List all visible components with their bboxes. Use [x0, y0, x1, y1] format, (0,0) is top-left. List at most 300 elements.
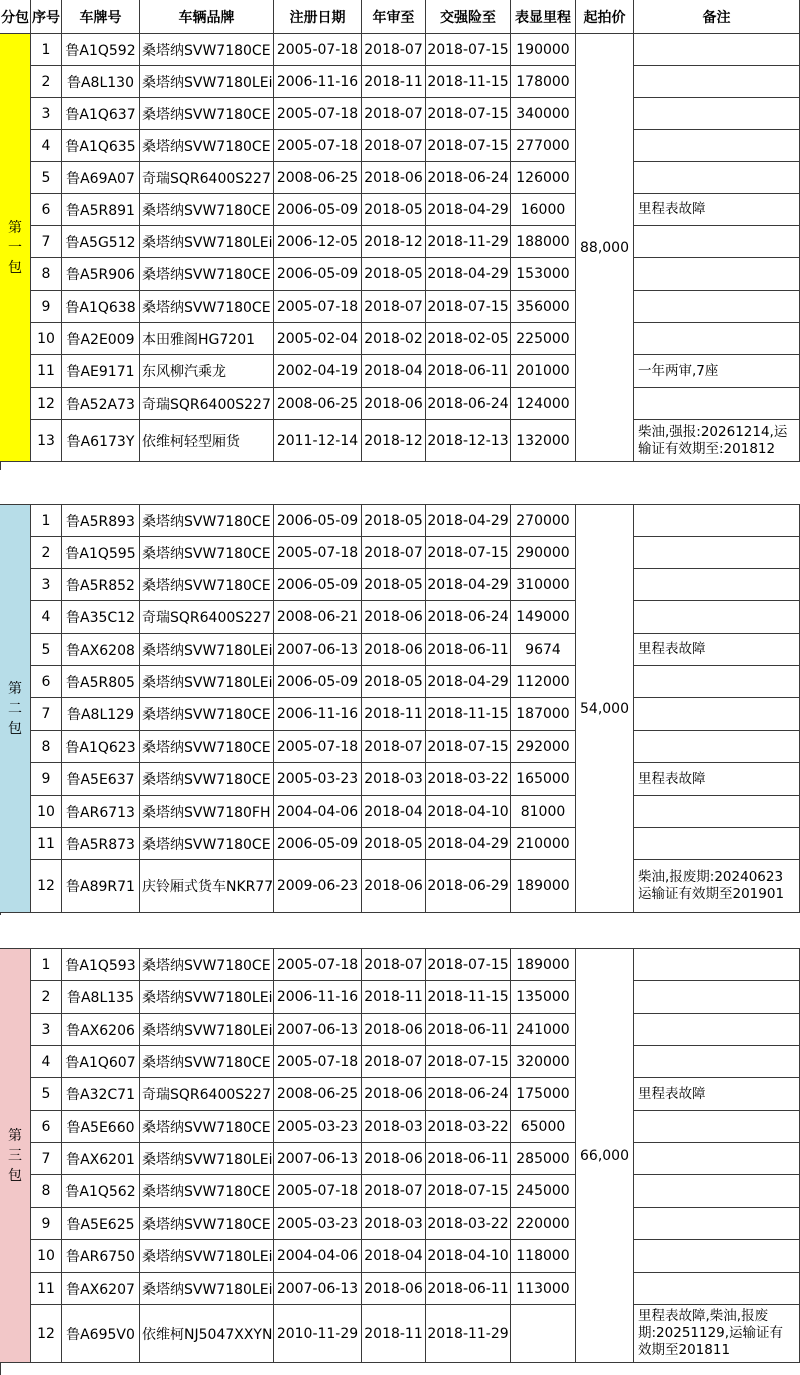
mileage-cell: 132000 — [511, 420, 576, 462]
inspection-cell: 2018-04 — [362, 355, 426, 388]
mileage-cell: 189000 — [511, 860, 576, 913]
remark-cell — [634, 1111, 800, 1143]
insurance-cell: 2018-12-13 — [426, 420, 511, 462]
inspection-cell: 2018-07 — [362, 98, 426, 130]
brand-cell: 桑塔纳SVW7180CE — [140, 258, 274, 291]
inspection-cell: 2018-11 — [362, 981, 426, 1014]
seq-cell: 9 — [31, 1208, 62, 1240]
seq-cell: 1 — [31, 949, 62, 981]
insurance-cell: 2018-04-29 — [426, 569, 511, 601]
seq-cell: 10 — [31, 796, 62, 828]
plate-cell: 鲁A5E660 — [62, 1111, 140, 1143]
seq-cell: 2 — [31, 66, 62, 98]
mileage-cell: 118000 — [511, 1240, 576, 1273]
start-price-3: 66,000 — [576, 949, 634, 1363]
remark-cell — [634, 796, 800, 828]
insurance-cell: 2018-07-15 — [426, 1046, 511, 1078]
seq-cell: 7 — [31, 226, 62, 258]
insurance-cell: 2018-06-24 — [426, 388, 511, 420]
seq-cell: 2 — [31, 537, 62, 569]
plate-cell: 鲁A8L129 — [62, 698, 140, 731]
plate-cell: 鲁AX6207 — [62, 1273, 140, 1305]
brand-cell: 桑塔纳SVW7180CE — [140, 34, 274, 66]
seq-cell: 11 — [31, 355, 62, 388]
remark-cell: 柴油,报废期:20240623运输证有效期至201901 — [634, 860, 800, 913]
insurance-cell: 2018-06-11 — [426, 355, 511, 388]
brand-cell: 桑塔纳SVW7180LEi — [140, 226, 274, 258]
seq-cell: 7 — [31, 1143, 62, 1175]
remark-cell — [634, 981, 800, 1014]
brand-cell: 桑塔纳SVW7180LEi — [140, 981, 274, 1014]
header-reg-date: 注册日期 — [274, 0, 362, 34]
plate-cell: 鲁A1Q595 — [62, 537, 140, 569]
remark-cell — [634, 828, 800, 860]
mileage-cell: 126000 — [511, 162, 576, 194]
inspection-cell: 2018-05 — [362, 258, 426, 291]
seq-cell: 3 — [31, 98, 62, 130]
insurance-cell: 2018-06-24 — [426, 1078, 511, 1111]
inspection-cell: 2018-03 — [362, 763, 426, 796]
package-label-1 — [0, 34, 31, 462]
insurance-cell: 2018-03-22 — [426, 1111, 511, 1143]
seq-cell: 9 — [31, 763, 62, 796]
section-spacer — [0, 470, 800, 505]
plate-cell: 鲁A69A07 — [62, 162, 140, 194]
mileage-cell: 245000 — [511, 1175, 576, 1208]
remark-cell — [634, 388, 800, 420]
remark-cell: 里程表故障 — [634, 634, 800, 666]
remark-cell: 柴油,强报:20261214,运输证有效期至:201812 — [634, 420, 800, 462]
brand-cell: 桑塔纳SVW7180CE — [140, 130, 274, 162]
insurance-cell: 2018-03-22 — [426, 1208, 511, 1240]
inspection-cell: 2018-12 — [362, 226, 426, 258]
inspection-cell: 2018-04 — [362, 796, 426, 828]
brand-cell: 桑塔纳SVW7180LEi — [140, 666, 274, 698]
insurance-cell: 2018-07-15 — [426, 98, 511, 130]
insurance-cell: 2018-07-15 — [426, 537, 511, 569]
inspection-cell: 2018-06 — [362, 860, 426, 913]
plate-cell: 鲁A1Q623 — [62, 731, 140, 763]
brand-cell: 庆铃厢式货车NKR77 — [140, 860, 274, 913]
insurance-cell: 2018-04-29 — [426, 828, 511, 860]
insurance-cell: 2018-06-11 — [426, 634, 511, 666]
inspection-cell: 2018-12 — [362, 420, 426, 462]
insurance-cell: 2018-04-29 — [426, 258, 511, 291]
inspection-cell: 2018-05 — [362, 569, 426, 601]
remark-cell — [634, 537, 800, 569]
mileage-cell: 290000 — [511, 537, 576, 569]
brand-cell: 依维柯轻型厢货 — [140, 420, 274, 462]
inspection-cell: 2018-06 — [362, 388, 426, 420]
insurance-cell: 2018-06-29 — [426, 860, 511, 913]
insurance-cell: 2018-04-29 — [426, 505, 511, 537]
reg-date-cell: 2005-07-18 — [274, 1046, 362, 1078]
reg-date-cell: 2006-11-16 — [274, 698, 362, 731]
inspection-cell: 2018-06 — [362, 1273, 426, 1305]
reg-date-cell: 2004-04-06 — [274, 796, 362, 828]
insurance-cell: 2018-04-10 — [426, 1240, 511, 1273]
mileage-cell: 65000 — [511, 1111, 576, 1143]
remark-cell — [634, 258, 800, 291]
reg-date-cell: 2007-06-13 — [274, 1014, 362, 1046]
reg-date-cell: 2004-04-06 — [274, 1240, 362, 1273]
seq-cell: 12 — [31, 388, 62, 420]
insurance-cell: 2018-03-22 — [426, 763, 511, 796]
insurance-cell: 2018-11-29 — [426, 226, 511, 258]
brand-cell: 桑塔纳SVW7180CE — [140, 828, 274, 860]
plate-cell: 鲁A1Q635 — [62, 130, 140, 162]
brand-cell: 东风柳汽乘龙 — [140, 355, 274, 388]
plate-cell: 鲁A695V0 — [62, 1305, 140, 1363]
seq-cell: 8 — [31, 258, 62, 291]
plate-cell: 鲁A5G512 — [62, 226, 140, 258]
plate-cell: 鲁A5R893 — [62, 505, 140, 537]
brand-cell: 桑塔纳SVW7180FH — [140, 796, 274, 828]
seq-cell: 7 — [31, 698, 62, 731]
remark-cell — [634, 1273, 800, 1305]
remark-cell: 里程表故障,柴油,报废期:20251129,运输证有效期至201811 — [634, 1305, 800, 1363]
mileage-cell: 124000 — [511, 388, 576, 420]
remark-cell — [634, 1046, 800, 1078]
reg-date-cell: 2006-11-16 — [274, 66, 362, 98]
plate-cell: 鲁A8L130 — [62, 66, 140, 98]
brand-cell: 桑塔纳SVW7180CE — [140, 194, 274, 226]
mileage-cell: 285000 — [511, 1143, 576, 1175]
insurance-cell: 2018-06-24 — [426, 601, 511, 634]
insurance-cell: 2018-04-10 — [426, 796, 511, 828]
plate-cell: 鲁A1Q637 — [62, 98, 140, 130]
remark-cell — [634, 601, 800, 634]
mileage-cell: 320000 — [511, 1046, 576, 1078]
remark-cell — [634, 698, 800, 731]
plate-cell: 鲁AR6750 — [62, 1240, 140, 1273]
brand-cell: 桑塔纳SVW7180LEi — [140, 66, 274, 98]
header-plate: 车牌号 — [62, 0, 140, 34]
plate-cell: 鲁A35C12 — [62, 601, 140, 634]
mileage-cell: 175000 — [511, 1078, 576, 1111]
remark-cell — [634, 1175, 800, 1208]
mileage-cell: 165000 — [511, 763, 576, 796]
mileage-cell: 153000 — [511, 258, 576, 291]
seq-cell: 4 — [31, 1046, 62, 1078]
plate-cell: 鲁AX6208 — [62, 634, 140, 666]
reg-date-cell: 2005-07-18 — [274, 949, 362, 981]
package-label-text: 第二包 — [8, 680, 22, 737]
inspection-cell: 2018-11 — [362, 66, 426, 98]
inspection-cell: 2018-06 — [362, 601, 426, 634]
reg-date-cell: 2005-07-18 — [274, 34, 362, 66]
seq-cell: 2 — [31, 981, 62, 1014]
header-mileage: 表显里程 — [511, 0, 576, 34]
reg-date-cell: 2008-06-21 — [274, 601, 362, 634]
plate-cell: 鲁A2E009 — [62, 323, 140, 355]
seq-cell: 12 — [31, 860, 62, 913]
header-seq: 序号 — [31, 0, 62, 34]
seq-cell: 11 — [31, 1273, 62, 1305]
inspection-cell: 2018-05 — [362, 194, 426, 226]
insurance-cell: 2018-06-11 — [426, 1143, 511, 1175]
reg-date-cell: 2005-07-18 — [274, 130, 362, 162]
plate-cell: 鲁A5R891 — [62, 194, 140, 226]
inspection-cell: 2018-03 — [362, 1208, 426, 1240]
inspection-cell: 2018-07 — [362, 130, 426, 162]
insurance-cell: 2018-07-15 — [426, 34, 511, 66]
mileage-cell: 201000 — [511, 355, 576, 388]
header-inspection: 年审至 — [362, 0, 426, 34]
inspection-cell: 2018-07 — [362, 1175, 426, 1208]
brand-cell: 桑塔纳SVW7180LEi — [140, 1240, 274, 1273]
reg-date-cell: 2006-05-09 — [274, 666, 362, 698]
mileage-cell: 188000 — [511, 226, 576, 258]
brand-cell: 桑塔纳SVW7180CE — [140, 1111, 274, 1143]
package-label-text: 第三包 — [8, 1127, 22, 1184]
reg-date-cell: 2008-06-25 — [274, 388, 362, 420]
remark-cell: 里程表故障 — [634, 1078, 800, 1111]
remark-cell: 里程表故障 — [634, 194, 800, 226]
mileage-cell: 113000 — [511, 1273, 576, 1305]
plate-cell: 鲁A6173Y — [62, 420, 140, 462]
reg-date-cell: 2006-05-09 — [274, 258, 362, 291]
insurance-cell: 2018-07-15 — [426, 949, 511, 981]
inspection-cell: 2018-07 — [362, 1046, 426, 1078]
mileage-cell: 340000 — [511, 98, 576, 130]
plate-cell: 鲁A5R873 — [62, 828, 140, 860]
seq-cell: 6 — [31, 194, 62, 226]
remark-cell — [634, 1143, 800, 1175]
reg-date-cell: 2002-04-19 — [274, 355, 362, 388]
seq-cell: 4 — [31, 130, 62, 162]
brand-cell: 桑塔纳SVW7180CE — [140, 569, 274, 601]
header-remark: 备注 — [634, 0, 800, 34]
remark-cell: 一年两审,7座 — [634, 355, 800, 388]
package-label-2 — [0, 505, 31, 913]
seq-cell: 11 — [31, 828, 62, 860]
plate-cell: 鲁A1Q607 — [62, 1046, 140, 1078]
mileage-cell: 135000 — [511, 981, 576, 1014]
inspection-cell: 2018-11 — [362, 698, 426, 731]
reg-date-cell: 2007-06-13 — [274, 1143, 362, 1175]
reg-date-cell: 2005-03-23 — [274, 1208, 362, 1240]
start-price-2: 54,000 — [576, 505, 634, 913]
brand-cell: 桑塔纳SVW7180LEi — [140, 1273, 274, 1305]
plate-cell: 鲁A1Q638 — [62, 291, 140, 323]
remark-cell — [634, 162, 800, 194]
reg-date-cell: 2005-07-18 — [274, 291, 362, 323]
seq-cell: 8 — [31, 1175, 62, 1208]
remark-cell — [634, 505, 800, 537]
reg-date-cell: 2006-05-09 — [274, 505, 362, 537]
insurance-cell: 2018-11-29 — [426, 1305, 511, 1363]
mileage-cell: 225000 — [511, 323, 576, 355]
insurance-cell: 2018-02-05 — [426, 323, 511, 355]
reg-date-cell: 2007-06-13 — [274, 1273, 362, 1305]
remark-cell — [634, 949, 800, 981]
inspection-cell: 2018-05 — [362, 828, 426, 860]
brand-cell: 桑塔纳SVW7180CE — [140, 505, 274, 537]
reg-date-cell: 2006-05-09 — [274, 569, 362, 601]
plate-cell: 鲁A5E625 — [62, 1208, 140, 1240]
mileage-cell: 270000 — [511, 505, 576, 537]
mileage-cell: 241000 — [511, 1014, 576, 1046]
insurance-cell: 2018-04-29 — [426, 666, 511, 698]
mileage-cell: 189000 — [511, 949, 576, 981]
header-start-price: 起拍价 — [576, 0, 634, 34]
reg-date-cell: 2010-11-29 — [274, 1305, 362, 1363]
seq-cell: 13 — [31, 420, 62, 462]
reg-date-cell: 2005-07-18 — [274, 1175, 362, 1208]
brand-cell: 桑塔纳SVW7180CE — [140, 1175, 274, 1208]
brand-cell: 本田雅阁HG7201 — [140, 323, 274, 355]
seq-cell: 3 — [31, 1014, 62, 1046]
insurance-cell: 2018-11-15 — [426, 981, 511, 1014]
plate-cell: 鲁AX6201 — [62, 1143, 140, 1175]
seq-cell: 5 — [31, 1078, 62, 1111]
insurance-cell: 2018-11-15 — [426, 698, 511, 731]
reg-date-cell: 2005-07-18 — [274, 98, 362, 130]
reg-date-cell: 2005-03-23 — [274, 763, 362, 796]
inspection-cell: 2018-07 — [362, 291, 426, 323]
brand-cell: 桑塔纳SVW7180LEi — [140, 634, 274, 666]
brand-cell: 桑塔纳SVW7180CE — [140, 949, 274, 981]
reg-date-cell: 2007-06-13 — [274, 634, 362, 666]
seq-cell: 12 — [31, 1305, 62, 1363]
header-brand: 车辆品牌 — [140, 0, 274, 34]
reg-date-cell: 2006-05-09 — [274, 828, 362, 860]
plate-cell: 鲁A89R71 — [62, 860, 140, 913]
insurance-cell: 2018-07-15 — [426, 1175, 511, 1208]
brand-cell: 奇瑞SQR6400S227 — [140, 601, 274, 634]
mileage-cell: 310000 — [511, 569, 576, 601]
insurance-cell: 2018-04-29 — [426, 194, 511, 226]
reg-date-cell: 2008-06-25 — [274, 162, 362, 194]
remark-cell — [634, 291, 800, 323]
inspection-cell: 2018-05 — [362, 505, 426, 537]
inspection-cell: 2018-06 — [362, 1014, 426, 1046]
mileage-cell: 81000 — [511, 796, 576, 828]
mileage-cell: 16000 — [511, 194, 576, 226]
plate-cell: 鲁A5R906 — [62, 258, 140, 291]
mileage-cell: 356000 — [511, 291, 576, 323]
plate-cell: 鲁AR6713 — [62, 796, 140, 828]
seq-cell: 10 — [31, 323, 62, 355]
inspection-cell: 2018-05 — [362, 666, 426, 698]
start-price-1: 88,000 — [576, 34, 634, 462]
brand-cell: 桑塔纳SVW7180CE — [140, 731, 274, 763]
reg-date-cell: 2005-03-23 — [274, 1111, 362, 1143]
mileage-cell: 149000 — [511, 601, 576, 634]
inspection-cell: 2018-07 — [362, 731, 426, 763]
seq-cell: 6 — [31, 1111, 62, 1143]
package-label-text: 第一包 — [8, 219, 22, 276]
remark-cell — [634, 1014, 800, 1046]
insurance-cell: 2018-06-11 — [426, 1014, 511, 1046]
remark-cell — [634, 731, 800, 763]
plate-cell: 鲁A1Q592 — [62, 34, 140, 66]
mileage-cell: 187000 — [511, 698, 576, 731]
insurance-cell: 2018-07-15 — [426, 291, 511, 323]
mileage-cell: 190000 — [511, 34, 576, 66]
brand-cell: 桑塔纳SVW7180CE — [140, 537, 274, 569]
remark-cell — [634, 130, 800, 162]
seq-cell: 5 — [31, 162, 62, 194]
remark-cell — [634, 569, 800, 601]
insurance-cell: 2018-11-15 — [426, 66, 511, 98]
remark-cell — [634, 1208, 800, 1240]
inspection-cell: 2018-06 — [362, 634, 426, 666]
insurance-cell: 2018-06-24 — [426, 162, 511, 194]
reg-date-cell: 2005-02-04 — [274, 323, 362, 355]
header-insurance: 交强险至 — [426, 0, 511, 34]
brand-cell: 桑塔纳SVW7180LEi — [140, 1143, 274, 1175]
plate-cell: 鲁A8L135 — [62, 981, 140, 1014]
mileage-cell: 277000 — [511, 130, 576, 162]
remark-cell — [634, 66, 800, 98]
brand-cell: 桑塔纳SVW7180CE — [140, 1208, 274, 1240]
seq-cell: 1 — [31, 34, 62, 66]
mileage-cell: 112000 — [511, 666, 576, 698]
remark-cell — [634, 323, 800, 355]
seq-cell: 1 — [31, 505, 62, 537]
insurance-cell: 2018-06-11 — [426, 1273, 511, 1305]
reg-date-cell: 2009-06-23 — [274, 860, 362, 913]
inspection-cell: 2018-06 — [362, 1143, 426, 1175]
remark-cell — [634, 1240, 800, 1273]
remark-cell — [634, 34, 800, 66]
reg-date-cell: 2008-06-25 — [274, 1078, 362, 1111]
section-spacer — [0, 915, 800, 949]
insurance-cell: 2018-07-15 — [426, 731, 511, 763]
plate-cell: 鲁A5R805 — [62, 666, 140, 698]
header-package: 分包 — [0, 0, 31, 34]
inspection-cell: 2018-07 — [362, 949, 426, 981]
remark-cell — [634, 98, 800, 130]
brand-cell: 奇瑞SQR6400S227 — [140, 162, 274, 194]
inspection-cell: 2018-04 — [362, 1240, 426, 1273]
plate-cell: 鲁AE9171 — [62, 355, 140, 388]
brand-cell: 依维柯NJ5047XXYN — [140, 1305, 274, 1363]
inspection-cell: 2018-02 — [362, 323, 426, 355]
package-label-3 — [0, 949, 31, 1363]
brand-cell: 奇瑞SQR6400S227 — [140, 388, 274, 420]
reg-date-cell: 2011-12-14 — [274, 420, 362, 462]
plate-cell: 鲁A1Q562 — [62, 1175, 140, 1208]
seq-cell: 9 — [31, 291, 62, 323]
seq-cell: 3 — [31, 569, 62, 601]
mileage-cell: 292000 — [511, 731, 576, 763]
inspection-cell: 2018-07 — [362, 34, 426, 66]
plate-cell: 鲁A1Q593 — [62, 949, 140, 981]
plate-cell: 鲁A32C71 — [62, 1078, 140, 1111]
plate-cell: 鲁A52A73 — [62, 388, 140, 420]
reg-date-cell: 2005-07-18 — [274, 537, 362, 569]
brand-cell: 桑塔纳SVW7180CE — [140, 763, 274, 796]
seq-cell: 8 — [31, 731, 62, 763]
reg-date-cell: 2005-07-18 — [274, 731, 362, 763]
plate-cell: 鲁AX6206 — [62, 1014, 140, 1046]
reg-date-cell: 2006-05-09 — [274, 194, 362, 226]
mileage-cell: 9674 — [511, 634, 576, 666]
inspection-cell: 2018-06 — [362, 1078, 426, 1111]
mileage-cell — [511, 1305, 576, 1363]
inspection-cell: 2018-06 — [362, 162, 426, 194]
inspection-cell: 2018-11 — [362, 1305, 426, 1363]
brand-cell: 桑塔纳SVW7180CE — [140, 291, 274, 323]
brand-cell: 桑塔纳SVW7180CE — [140, 698, 274, 731]
mileage-cell: 210000 — [511, 828, 576, 860]
brand-cell: 奇瑞SQR6400S227 — [140, 1078, 274, 1111]
seq-cell: 4 — [31, 601, 62, 634]
mileage-cell: 178000 — [511, 66, 576, 98]
